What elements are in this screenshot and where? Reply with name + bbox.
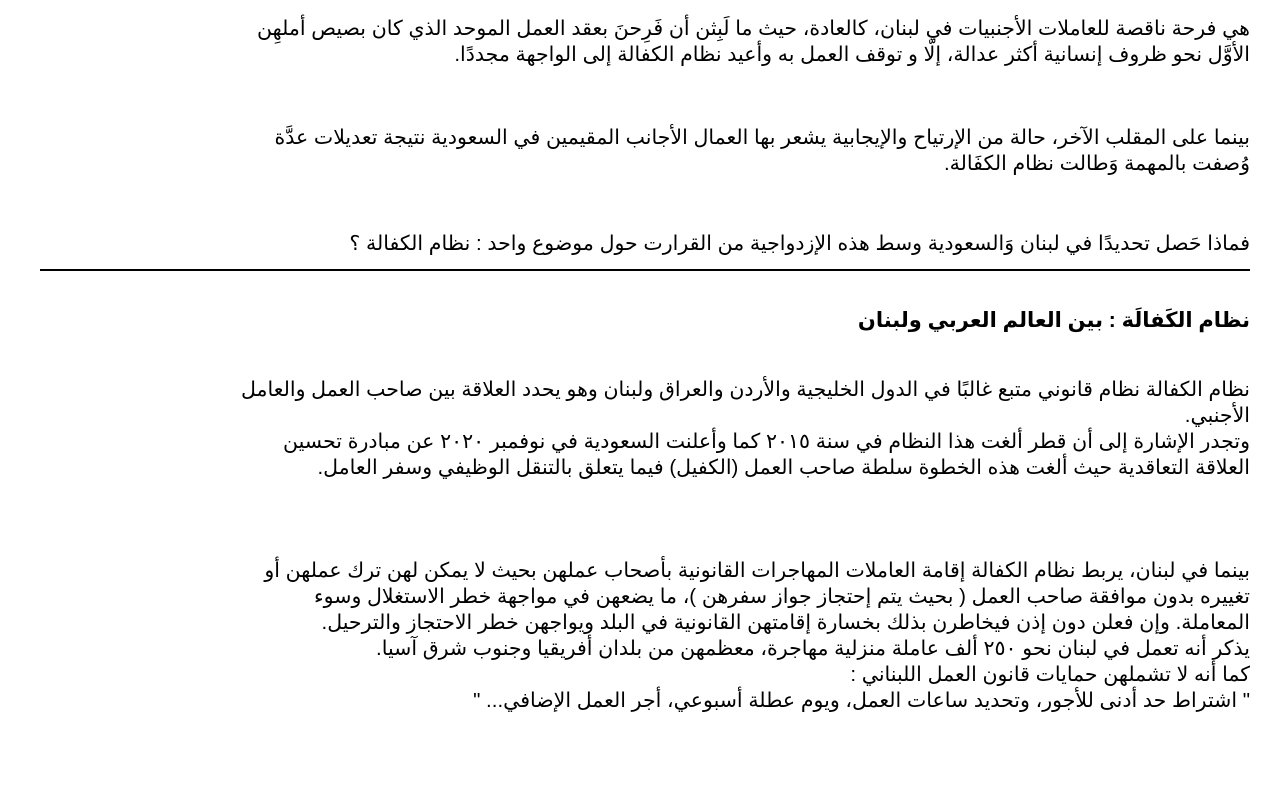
- text-line: يذكر أنه تعمل في لبنان نحو ٢٥٠ ألف عاملة منزلية مهاجرة، معظمهن من بلدان أفريقيا وجنوب شرق آسيا.: [376, 637, 1250, 660]
- intro-question: فماذا حَصل تحديدًا في لبنان وَالسعودية وسط هذه الإزدواجية من القرارت حول موضوع واحد : نظام الكفالة ؟: [349, 232, 1250, 255]
- text-line: تغييره بدون موافقة صاحب العمل ( بحيث يتم إحتجاز جواز سفرهن )، ما يضعهن في مواجهة خطر الاستغلال وسوء: [314, 585, 1250, 608]
- section-paragraph-2: [40, 558, 1250, 714]
- section-paragraph-1: [40, 377, 1250, 481]
- text-line: العلاقة التعاقدية حيث ألغت هذه الخطوة سلطة صاحب العمل (الكفيل) فيما يتعلق بالتنقل الوظيفي وسفر العامل.: [317, 456, 1250, 479]
- intro-paragraph-2: [40, 125, 1250, 177]
- intro-paragraph-1: [40, 16, 1250, 68]
- text-line: المعاملة. وإن فعلن دون إذن فيخاطرن بذلك بخسارة إقامتهن القانونية في البلد ويواجهن خطر الاحتجاز والترحيل.: [321, 611, 1250, 634]
- intro-question-block: [40, 231, 1250, 271]
- text-line: بينما على المقلب الآخر، حالة من الإرتياح والإيجابية يشعر بها العمال الأجانب المقيمين في السعودية نتيجة تعديلات عدَّة: [274, 126, 1250, 149]
- text-line: بينما في لبنان، يربط نظام الكفالة إقامة العاملات المهاجرات القانونية بأصحاب عملهن بحيث لا يمكن لهن ترك عملهن أو: [264, 559, 1250, 582]
- text-line: وُصفت بالمهمة وَطالت نظام الكفَالة.: [943, 152, 1250, 175]
- text-line: وتجدر الإشارة إلى أن قطر ألغت هذا النظام في سنة ٢٠١٥ كما وأعلنت السعودية في نوفمبر ٢٠٢٠ عن مبادرة تحسين: [282, 430, 1250, 453]
- text-line: الأوَّل نحو ظروف إنسانية أكثر عدالة، إلّا و توقف العمل به وأعيد نظام الكفالة إلى الواجهة مجددًا.: [454, 43, 1250, 66]
- text-line: كما أنه لا تشملهن حمايات قانون العمل اللبناني :: [850, 663, 1250, 686]
- section-heading: نظام الكَفالَة : بين العالم العربي ولبنان: [857, 309, 1250, 332]
- text-line: الأجنبي.: [1184, 404, 1250, 427]
- text-line: هي فرحة ناقصة للعاملات الأجنبيات في لبنان، كالعادة، حيث ما لَبِثن أن فَرِحنَ بعقد العمل الموحد الذي كان بصيص أملهِن: [257, 17, 1250, 40]
- text-line: نظام الكفالة نظام قانوني متبع غالبًا في الدول الخليجية والأردن والعراق ولبنان وهو يحدد العلاقة بين صاحب العمل والعامل: [241, 378, 1250, 401]
- text-line: " اشتراط حد أدنى للأجور، وتحديد ساعات العمل، ويوم عطلة أسبوعي، أجر العمل الإضافي... ": [473, 689, 1250, 712]
